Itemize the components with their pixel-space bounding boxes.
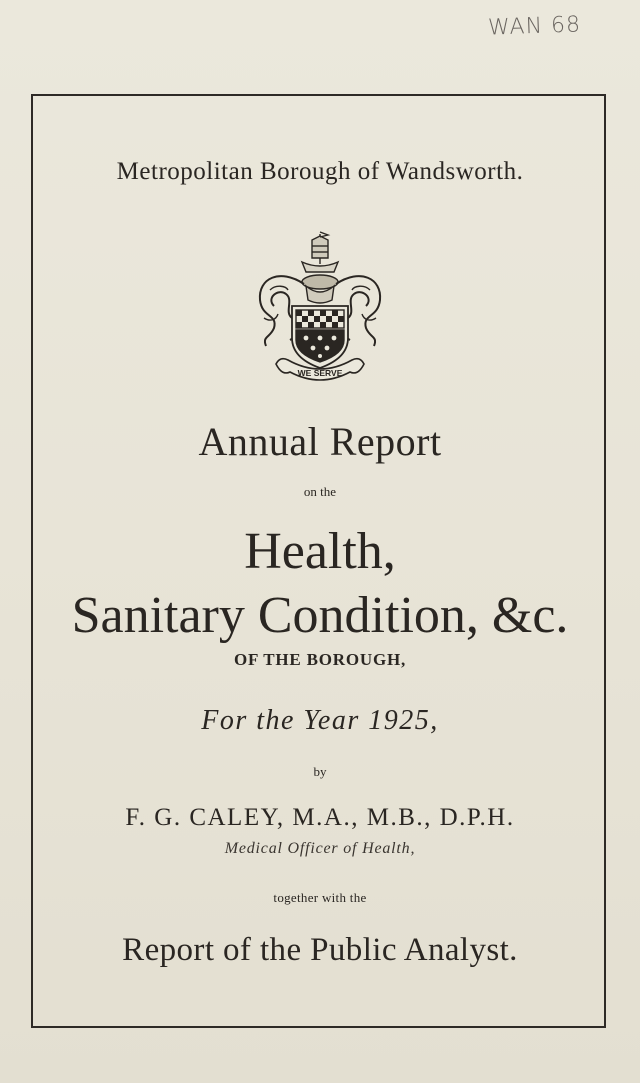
of-the-borough: OF THE BOROUGH, [233, 650, 407, 669]
author-name: F. G. CALEY, M.A., M.B., D.P.H. [125, 804, 515, 831]
author-role: Medical Officer of Health, [224, 840, 416, 857]
borough-heading: Metropolitan Borough of Wandsworth. [116, 158, 524, 185]
report-year: For the Year 1925, [201, 705, 439, 736]
handwritten-reference: WAN 68 [487, 12, 582, 41]
report-title: Annual Report [198, 419, 442, 464]
subject-sanitary: Sanitary Condition, &c. [71, 587, 569, 644]
connector-by: by [313, 764, 327, 779]
svg-text:WE SERVE: WE SERVE [297, 368, 343, 378]
subject-health: Health, [244, 523, 396, 580]
coat-of-arms-icon [250, 228, 390, 388]
connector-on-the: on the [303, 484, 337, 499]
analyst-report-title: Report of the Public Analyst. [122, 932, 518, 968]
connector-together: together with the [273, 890, 367, 905]
